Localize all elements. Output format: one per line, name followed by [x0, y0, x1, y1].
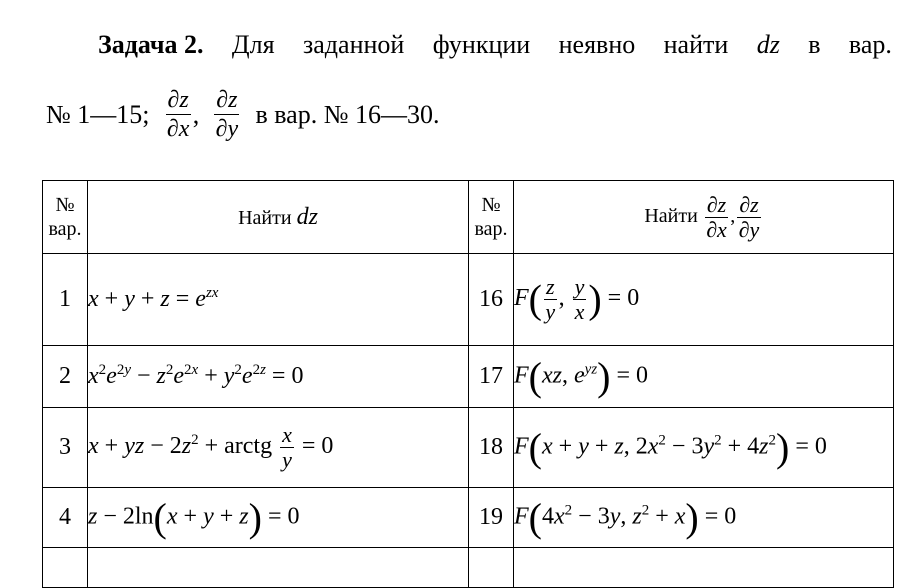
- variant-number: 17: [469, 346, 514, 408]
- partial-dz-dx: $\frac{\partial z}{\partial x}$: [706, 191, 727, 242]
- table-row: [43, 488, 894, 548]
- equation: F(xz, $e^{yz}) = 0$: [514, 346, 894, 408]
- variant-number: 18: [469, 408, 514, 488]
- variant-number: 1: [43, 254, 88, 346]
- equation: F( $\frac{z}{y}$ , $\frac{y}{x}$ ) = 0: [514, 254, 894, 346]
- equation: $F(4x^2 - 3y$, $z^2 + x) = 0$: [514, 488, 894, 548]
- tasks-table: [42, 180, 894, 588]
- variant-number: 16: [469, 254, 514, 346]
- equation: F(x + y + z, $2x^2 - 3y^2 + 4z^2) = 0$: [514, 408, 894, 488]
- variant-range-1: № 1—15;: [46, 99, 150, 129]
- equation: z − 2ln(x + y + z) = 0: [88, 488, 469, 548]
- problem-statement: [46, 22, 892, 142]
- partial-dz-dy: $\frac{\partial z}{\partial y}$: [738, 191, 760, 242]
- table-row: [43, 408, 894, 488]
- word: заданной: [302, 30, 405, 59]
- word: найти: [663, 30, 729, 59]
- variant-range-2: в вар. № 16—30.: [255, 99, 440, 129]
- variant-number: 19: [469, 488, 514, 548]
- problem-title: Задача 2.: [98, 30, 204, 59]
- word: dz: [756, 30, 780, 59]
- equation: x + yz − $2z^2$ + arctg $\frac{x}{y}$ = 0: [88, 408, 469, 488]
- variant-number: 2: [43, 346, 88, 408]
- variant-number: 4: [43, 488, 88, 548]
- statement-line-2: № 1—15; $\frac{\partial z}{\partial x}$ , $\frac{\partial z}{\partial y}$ в вар. № 16—30.: [46, 87, 440, 142]
- statement-line-1: [46, 22, 892, 68]
- variant-number: 3: [43, 408, 88, 488]
- word: в: [808, 30, 821, 59]
- left-header: Найти dz: [88, 181, 469, 254]
- col-num-header: № вар.: [469, 181, 514, 254]
- table-row: [43, 346, 894, 408]
- equation: $x^2e^{2y} - z^2e^{2x} + y^2e^{2z} = 0$: [88, 346, 469, 408]
- word: функции: [432, 30, 531, 59]
- partial-dz-dy: $\frac{\partial z}{\partial y}$: [215, 87, 239, 142]
- table-header-row: [43, 181, 894, 254]
- word: неявно: [558, 30, 636, 59]
- equation: $x + y + z = e^{zx}$: [88, 254, 469, 346]
- table-row-partial: [43, 548, 894, 588]
- table-row: [43, 254, 894, 346]
- col-num-header: № вар.: [43, 181, 88, 254]
- word: Для: [231, 30, 275, 59]
- word: вар.: [848, 30, 892, 59]
- right-header: Найти $\frac{\partial z}{\partial x}$ , $\frac{\partial z}{\partial y}$: [514, 181, 894, 254]
- partial-dz-dx: $\frac{\partial z}{\partial x}$: [166, 87, 190, 142]
